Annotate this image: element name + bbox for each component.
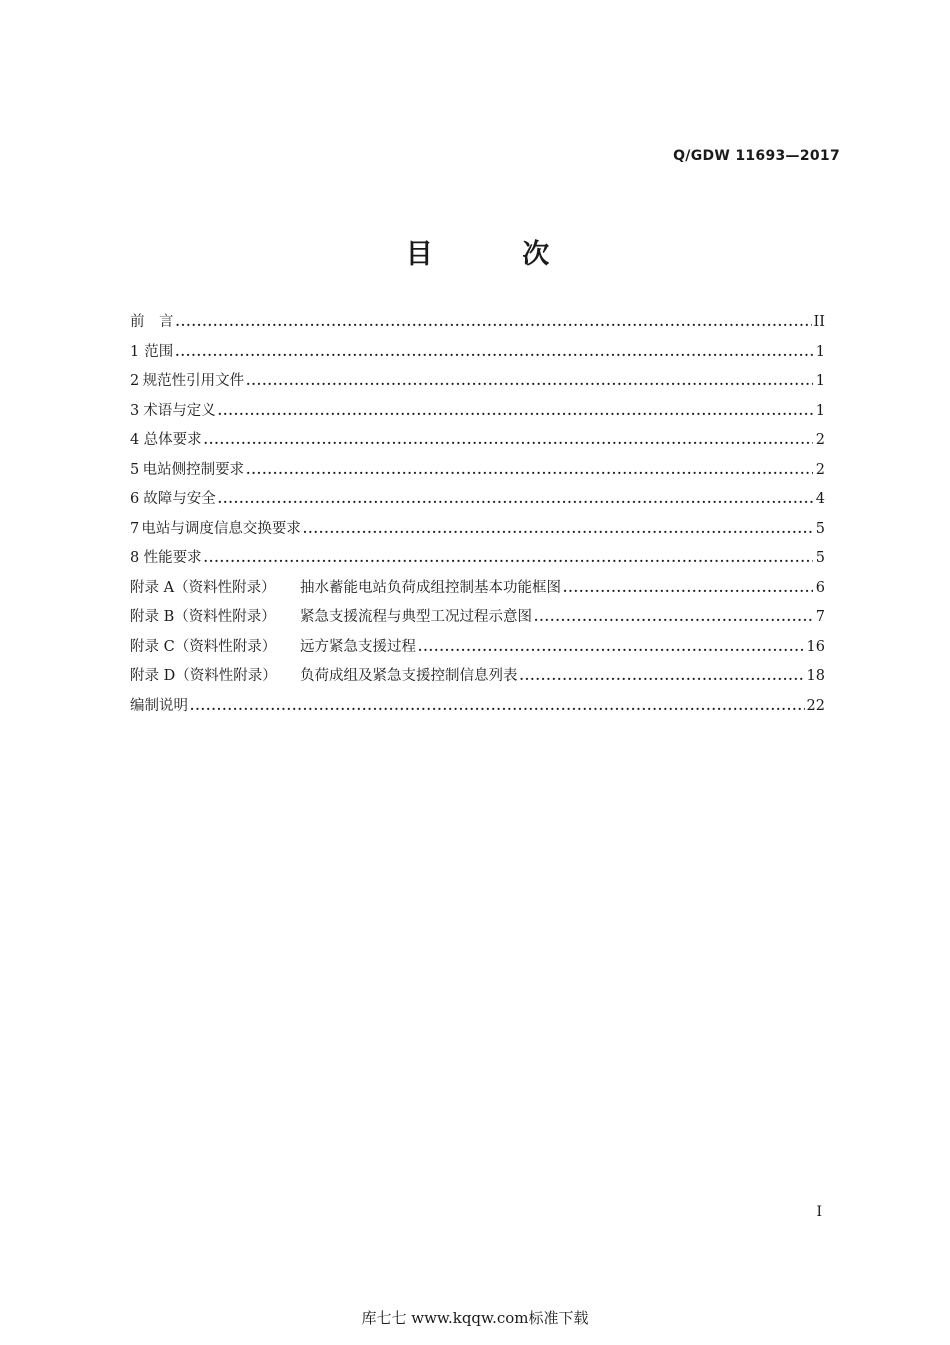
toc-entry-page: 22 <box>806 697 825 714</box>
page-number: I <box>816 1204 822 1220</box>
toc-entry-appendix-c[interactable] <box>130 635 825 665</box>
toc-entry-page: 1 <box>815 373 825 389</box>
toc-leader-dots <box>218 492 813 506</box>
toc-entry-number: 2 <box>130 373 140 389</box>
toc-entry-2[interactable] <box>130 369 825 399</box>
toc-entry-3[interactable] <box>130 399 825 429</box>
toc-entry-foreword[interactable] <box>130 310 825 340</box>
toc-entry-4[interactable] <box>130 428 825 458</box>
toc-entry-page: 2 <box>815 432 825 448</box>
toc-entry-label: 术语与定义 <box>143 402 216 419</box>
appendix-prefix: 附录 D（资料性附录） <box>130 668 277 684</box>
toc-entry-page: 2 <box>815 461 825 478</box>
toc-leader-dots <box>246 374 813 388</box>
toc-entry-number: 3 <box>130 402 140 419</box>
toc-leader-dots <box>204 551 813 565</box>
toc-leader-dots <box>303 522 813 536</box>
toc-entry-label: 总体要求 <box>143 432 202 448</box>
appendix-prefix: 附录 A（资料性附录） <box>130 579 276 596</box>
toc-entry-label: 远方紧急支援过程 <box>300 638 416 655</box>
toc-entry-number: 4 <box>130 432 140 448</box>
toc-entry-7[interactable] <box>130 517 825 547</box>
toc-entry-label: 负荷成组及紧急支援控制信息列表 <box>300 668 518 684</box>
toc-entry-page: 1 <box>815 343 825 360</box>
toc-leader-dots <box>218 404 813 418</box>
toc-entry-8[interactable] <box>130 546 825 576</box>
toc-entry-page: 18 <box>806 668 825 684</box>
toc-entry-label: 抽水蓄能电站负荷成组控制基本功能框图 <box>300 579 561 596</box>
toc-entry-label: 电站侧控制要求 <box>142 461 245 478</box>
toc-entry-appendix-a[interactable] <box>130 576 825 606</box>
standard-code: Q/GDW 11693—2017 <box>673 148 840 164</box>
toc-leader-dots <box>520 669 805 683</box>
toc-entry-page: 16 <box>806 638 825 655</box>
footer-watermark-text: 库七七 www.kqqw.com标准下载 <box>361 1309 589 1327</box>
toc-entry-label: 性能要求 <box>143 550 202 566</box>
toc-leader-dots <box>246 463 813 477</box>
toc-entry-label: 范围 <box>144 343 174 360</box>
toc-leader-dots <box>175 345 813 359</box>
toc-entry-number: 5 <box>130 461 140 478</box>
toc-leader-dots <box>176 315 812 329</box>
toc-entry-appendix-b[interactable] <box>130 605 825 635</box>
toc-leader-dots <box>204 433 813 447</box>
toc-entry-page: 5 <box>815 550 825 566</box>
toc-entry-label: 规范性引用文件 <box>142 373 245 389</box>
toc-entry-5[interactable] <box>130 458 825 488</box>
toc-leader-dots <box>190 699 805 713</box>
toc-entry-page: 5 <box>815 520 825 537</box>
appendix-prefix: 附录 C（资料性附录） <box>130 638 277 655</box>
toc-entry-page: 1 <box>815 402 825 419</box>
toc-entry-page: II <box>813 314 825 330</box>
toc-entry-page: 6 <box>815 579 825 596</box>
toc-entry-label: 紧急支援流程与典型工况过程示意图 <box>300 609 532 625</box>
toc-entry-label: 编制说明 <box>130 697 188 714</box>
toc-entry-1[interactable] <box>130 340 825 370</box>
toc-entry-number: 6 <box>130 491 140 507</box>
toc-entry-page: 4 <box>815 491 825 507</box>
toc-entry-6[interactable] <box>130 487 825 517</box>
toc-entry-compilation-notes[interactable] <box>130 694 825 724</box>
toc-leader-dots <box>418 640 805 654</box>
table-of-contents <box>130 310 825 723</box>
toc-entry-page: 7 <box>815 609 825 625</box>
toc-entry-number: 1 <box>130 343 140 360</box>
appendix-prefix: 附录 B（资料性附录） <box>130 609 276 625</box>
toc-entry-label: 前 言 <box>130 314 174 330</box>
toc-entry-label: 电站与调度信息交换要求 <box>141 520 301 537</box>
toc-entry-number: 7 <box>130 520 140 537</box>
toc-leader-dots <box>563 581 813 595</box>
toc-leader-dots <box>534 610 813 624</box>
page-title: 目 次 <box>405 239 590 270</box>
toc-entry-appendix-d[interactable] <box>130 664 825 694</box>
toc-entry-number: 8 <box>130 550 140 566</box>
toc-entry-label: 故障与安全 <box>143 491 216 507</box>
